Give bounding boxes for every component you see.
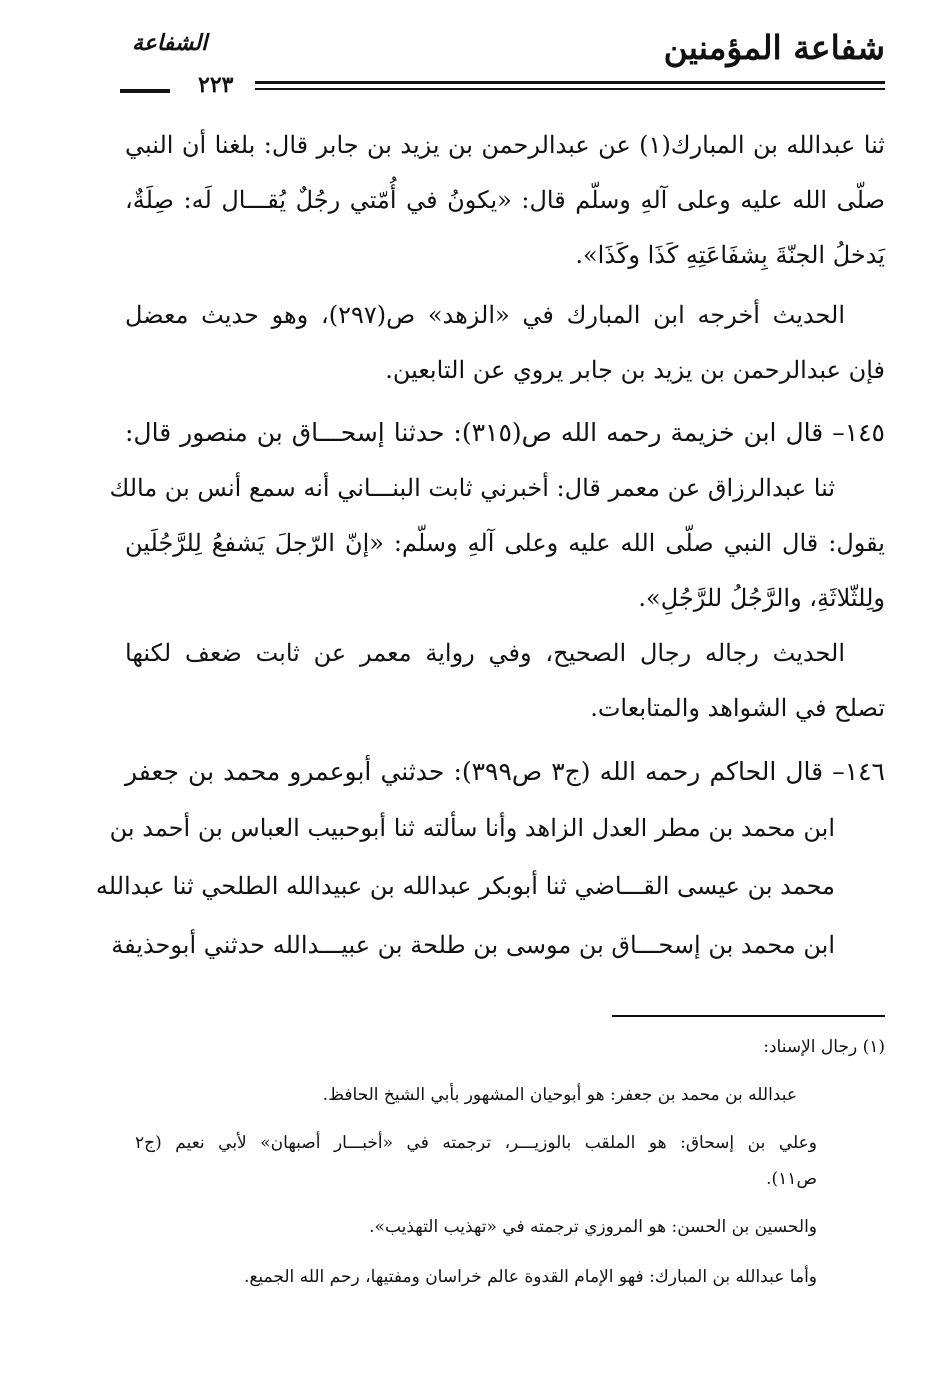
text-line: يَدخلُ الجنّةَ بِشفَاعَتِهِ كَذَا وكَذَا». xyxy=(575,241,885,269)
text-line: الحديث أخرجه ابن المبارك في «الزهد» ص(٢٩٧)، وهو حديث معضل xyxy=(125,301,845,329)
text-line: ثنا عبدالله بن المبارك(١) عن عبدالرحمن بن يزيد بن جابر قال: بلغنا أن النبي xyxy=(125,131,885,159)
text-line: يقول: قال النبي صلّى الله عليه وعلى آلهِ وسلّم: «إنّ الرّجلَ يَشفعُ لِلرَّجُلَين xyxy=(125,529,885,557)
text-line: فإن عبدالرحمن بن يزيد بن جابر يروي عن التابعين. xyxy=(385,356,885,384)
footnote-line: وعلي بن إسحاق: هو الملقب بالوزيـــر، ترجمته في «أخبـــار أصبهان» لأبي نعيم (ج٢ xyxy=(135,1133,817,1153)
footnote-line: والحسين بن الحسن: هو المروزي ترجمته في «تهذيب التهذيب». xyxy=(369,1217,817,1237)
hadith-145-heading: ١٤٥– قال ابن خزيمة رحمه الله ص(٣١٥): حدثنا إسحـــاق بن منصور قال: xyxy=(125,418,885,447)
text-line: ابن محمد بن إسحـــاق بن موسى بن طلحة بن عبيـــدالله حدثني أبوحذيفة xyxy=(111,931,835,959)
header-dash xyxy=(120,89,170,93)
footnote-separator xyxy=(612,1015,885,1017)
text-line: ولِلثّلاثَةِ، والرَّجُلُ للرَّجُلِ». xyxy=(638,584,885,612)
footnote-line: ص١١). xyxy=(766,1169,817,1189)
page-number: ٢٢٣ xyxy=(198,72,234,98)
header-rule xyxy=(255,81,885,84)
header-rule xyxy=(255,88,885,90)
footnote-line: عبدالله بن محمد بن جعفر: هو أبوحيان المشهور بأبي الشيخ الحافظ. xyxy=(322,1085,797,1105)
text-line: صلّى الله عليه وعلى آلهِ وسلّم قال: «يكونُ في أُمّتي رجُلٌ يُقـــال لَه: صِلَةٌ، xyxy=(125,186,885,214)
page-header xyxy=(120,22,885,102)
book-title-mark: الشفاعة xyxy=(132,30,208,56)
text-line: ثنا عبدالرزاق عن معمر قال: أخبرني ثابت البنـــاني أنه سمع أنس بن مالك xyxy=(109,474,835,502)
chapter-title: شفاعة المؤمنين xyxy=(663,28,885,67)
footnote-marker-line: (١) رجال الإسناد: xyxy=(763,1037,885,1057)
text-line: محمد بن عيسى القـــاضي ثنا أبوبكر عبدالله بن عبيدالله الطلحي ثنا عبدالله xyxy=(95,872,835,900)
text-line: ابن محمد بن مطر العدل الزاهد وأنا سألته ثنا أبوحبيب العباس بن أحمد بن xyxy=(109,814,835,842)
hadith-146-heading: ١٤٦– قال الحاكم رحمه الله (ج٣ ص٣٩٩): حدثني أبوعمرو محمد بن جعفر xyxy=(125,757,885,786)
footnote-line: وأما عبدالله بن المبارك: فهو الإمام القدوة عالم خراسان ومفتيها، رحم الله الجميع. xyxy=(243,1267,817,1287)
text-line: الحديث رجاله رجال الصحيح، وفي رواية معمر عن ثابت ضعف لكنها xyxy=(125,639,845,667)
text-line: تصلح في الشواهد والمتابعات. xyxy=(590,694,885,722)
